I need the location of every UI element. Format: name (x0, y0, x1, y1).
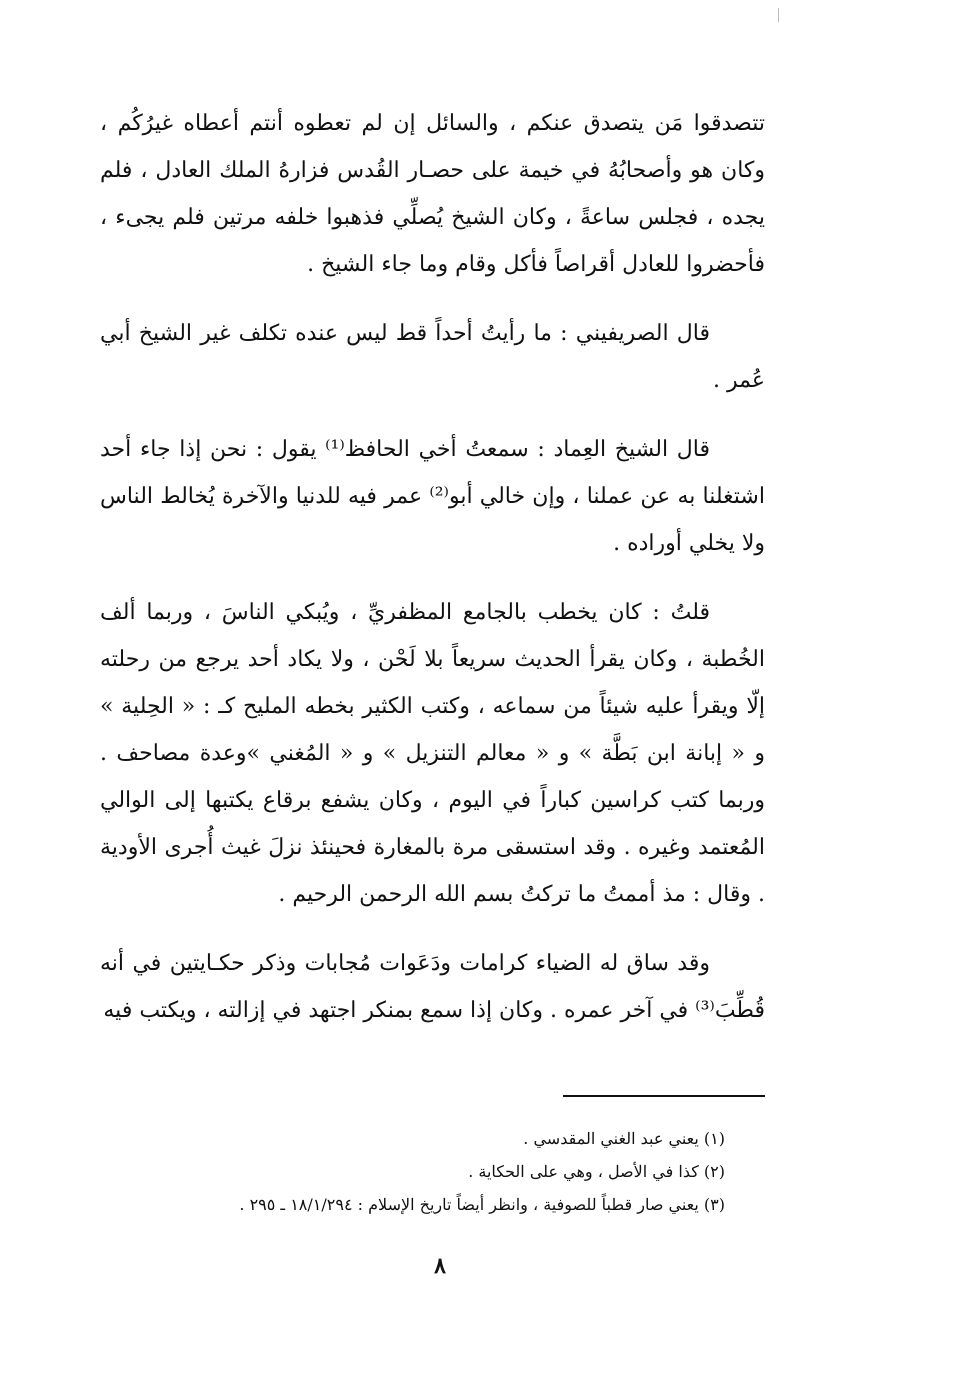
paragraph-5: وقد ساق له الضياء كرامات ودَعَوات مُجابات وذكر حكـايتين في أنه قُطِّبَ⁽³⁾ في آخر عمره . وكان إذا سمع بمنكر اجتهد في إزالته ، ويكتب فيه (100, 951, 765, 1023)
paragraph-4: قلتُ : كان يخطب بالجامع المظفريِّ ، ويُبكي الناسَ ، وربما ألف الخُطبة ، وكان يقرأ الحديث سريعاً بلا لَحْن ، ولا يكاد أحد يرجع من رحلته إلّا ويقرأ عليه شيئاً من سماعه ، وكتب الكثير بخطه المليح كـ : « الحِلية » و « إبانة ابن بَطَّة » و « معالم التنزيل » و « المُغني »وعدة مصاحف . وربما كتب كراسين كباراً في اليوم ، وكان يشفع برقاع يكتبها إلى الوالي المُعتمد وغيره . وقد استسقى مرة بالمغارة فحينئذ نزلَ غيث أُجرى الأودية . وقال : مذ أممتُ ما تركتُ بسم الله الرحمن الرحيم . (100, 600, 765, 907)
footnote-3: (٣) يعني صار قطباً للصوفية ، وانظر أيضاً تاريخ الإسلام : ١٨/١/٢٩٤ ـ ٢٩٥ . (239, 1195, 725, 1214)
page-number: ٨ (434, 1253, 446, 1279)
paragraph-1: تتصدقوا مَن يتصدق عنكم ، والسائل إن لم تعطوه أنتم أعطاه غيرُكُم ، وكان هو وأصحابُهُ في خيمة على حصـار القُدس فزارهُ الملك العادل ، فلم يجده ، فجلس ساعةً ، وكان الشيخ يُصلِّي فذهبوا خلفه مرتين فلم يجىء ، فأحضروا للعادل أقراصاً فأكل وقام وما جاء الشيخ . (100, 111, 765, 277)
footnotes (100, 1122, 725, 1221)
footnote-divider (563, 1095, 765, 1097)
paragraph-3: قال الشيخ العِماد : سمعتُ أخي الحافظ⁽¹⁾ يقول : نحن إذا جاء أحد اشتغلنا به عن عملنا ، وإن خالي أبو⁽²⁾ عمر فيه للدنيا والآخرة يُخالط الناس ولا يخلي أوراده . (100, 437, 765, 556)
footnote-2: (٢) كذا في الأصل ، وهي على الحكاية . (468, 1162, 725, 1181)
paragraph-2: قال الصريفيني : ما رأيتُ أحداً قط ليس عنده تكلف غير الشيخ أبي عُمر . (100, 321, 765, 393)
footnote-1: (١) يعني عبد الغني المقدسي . (523, 1129, 725, 1148)
scan-mark (778, 8, 779, 22)
body-text (100, 100, 765, 1056)
